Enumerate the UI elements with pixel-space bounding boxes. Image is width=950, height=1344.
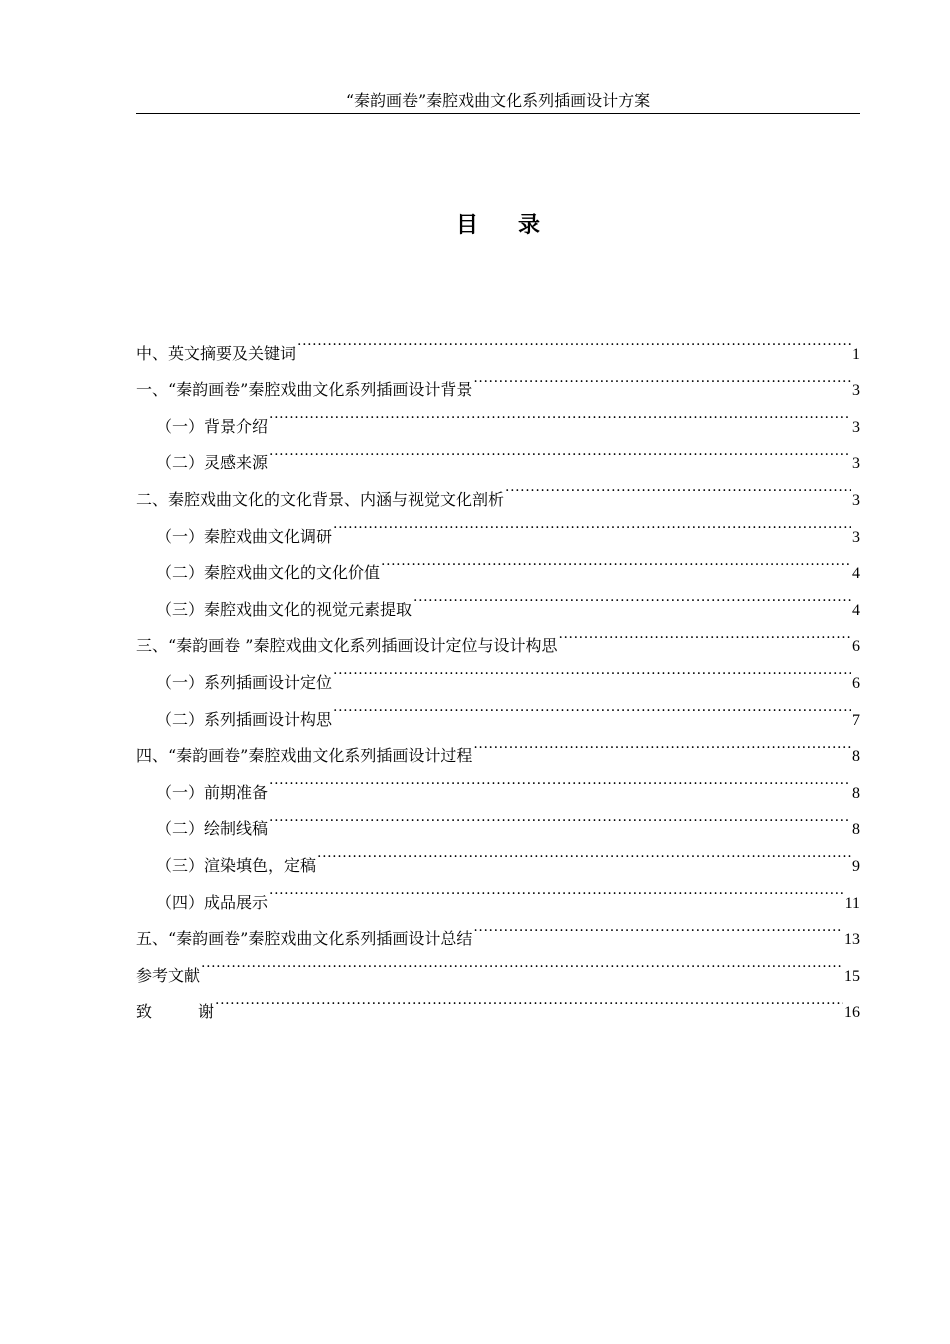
- toc-dot-leader: [201, 944, 843, 981]
- toc-entry-label: 二、秦腔戏曲文化的文化背景、内涵与视觉文化剖析: [136, 489, 505, 509]
- toc-entry-label: （一）秦腔戏曲文化调研: [156, 526, 333, 546]
- toc-page-number: 3: [852, 491, 860, 509]
- toc-page-number: 8: [852, 784, 860, 802]
- toc-page-number: 9: [852, 857, 860, 875]
- toc-dot-leader: [381, 542, 851, 579]
- toc-entry-label: 中、英文摘要及关键词: [136, 343, 297, 363]
- toc-page-number: 4: [852, 565, 860, 583]
- toc-page-number: 1: [852, 345, 860, 363]
- toc-entry-label-char: 谢: [198, 1002, 215, 1022]
- toc-title: [136, 208, 860, 242]
- toc-dot-leader: [473, 725, 851, 762]
- toc-entry-label: 五、“秦韵画卷”秦腔戏曲文化系列插画设计总结: [136, 929, 473, 949]
- toc-dot-leader: [473, 908, 843, 945]
- toc-entry-label-char: 致: [136, 1002, 153, 1022]
- toc-dot-leader: [473, 359, 851, 396]
- toc-dot-leader: [505, 468, 851, 505]
- toc-entry-label: （二）秦腔戏曲文化的文化价值: [156, 563, 381, 583]
- toc-page-number: 13: [844, 931, 860, 949]
- toc-entry-label: （四）成品展示: [156, 892, 269, 912]
- toc-page-number: 3: [852, 455, 860, 473]
- toc-page-number: 6: [852, 674, 860, 692]
- toc-entry[interactable]: [136, 981, 860, 1022]
- toc-page-number: 8: [852, 748, 860, 766]
- toc-dot-leader: [269, 871, 844, 908]
- toc-entry-label: （一）系列插画设计定位: [156, 672, 333, 692]
- toc-page-number: 11: [844, 894, 860, 912]
- toc-entry-label: 参考文献: [136, 965, 201, 985]
- toc-page-number: 3: [852, 528, 860, 546]
- toc-entry-label-acknowledgements: [136, 994, 214, 1031]
- toc-dot-leader: [269, 798, 851, 835]
- toc-page-number: 6: [852, 638, 860, 656]
- toc-title-char-2: 录: [518, 212, 581, 238]
- toc-entry-label: （二）灵感来源: [156, 453, 269, 473]
- toc-entry-label: （三）秦腔戏曲文化的视觉元素提取: [156, 599, 413, 619]
- toc-entry-label: （二）绘制线稿: [156, 819, 269, 839]
- toc-entry-label: （一）前期准备: [156, 782, 269, 802]
- toc-entry[interactable]: [136, 322, 860, 363]
- toc-page-number: 7: [852, 711, 860, 729]
- toc-dot-leader: [297, 322, 851, 359]
- running-header: “秦韵画卷”秦腔戏曲文化系列插画设计方案: [345, 91, 651, 110]
- table-of-contents: [136, 322, 860, 1022]
- toc-dot-leader: [413, 578, 851, 615]
- toc-dot-leader: [333, 651, 851, 688]
- toc-dot-leader: [269, 432, 851, 469]
- toc-dot-leader: [215, 981, 843, 1018]
- toc-dot-leader: [269, 395, 851, 432]
- header-rule: [136, 113, 860, 114]
- toc-entry-label: （二）系列插画设计构思: [156, 709, 333, 729]
- toc-entry[interactable]: [136, 944, 860, 985]
- toc-dot-leader: [333, 505, 851, 542]
- toc-title-char-1: 目: [455, 212, 518, 238]
- toc-entry-label: 三、“秦韵画卷 ”秦腔戏曲文化系列插画设计定位与设计构思: [136, 636, 558, 656]
- toc-dot-leader: [269, 761, 851, 798]
- toc-page-number: 15: [844, 967, 860, 985]
- toc-page-number: 16: [844, 1004, 860, 1022]
- toc-entry-label: 一、“秦韵画卷”秦腔戏曲文化系列插画设计背景: [136, 380, 473, 400]
- toc-page-number: 3: [852, 382, 860, 400]
- toc-dot-leader: [317, 834, 851, 871]
- toc-page-number: 3: [852, 418, 860, 436]
- toc-entry-label: （一）背景介绍: [156, 416, 269, 436]
- toc-entry-label: 四、“秦韵画卷”秦腔戏曲文化系列插画设计过程: [136, 746, 473, 766]
- toc-page-number: 8: [852, 821, 860, 839]
- toc-page-number: 4: [852, 601, 860, 619]
- toc-entry-label: （三）渲染填色，定稿: [156, 855, 317, 875]
- toc-dot-leader: [558, 615, 851, 652]
- toc-dot-leader: [333, 688, 851, 725]
